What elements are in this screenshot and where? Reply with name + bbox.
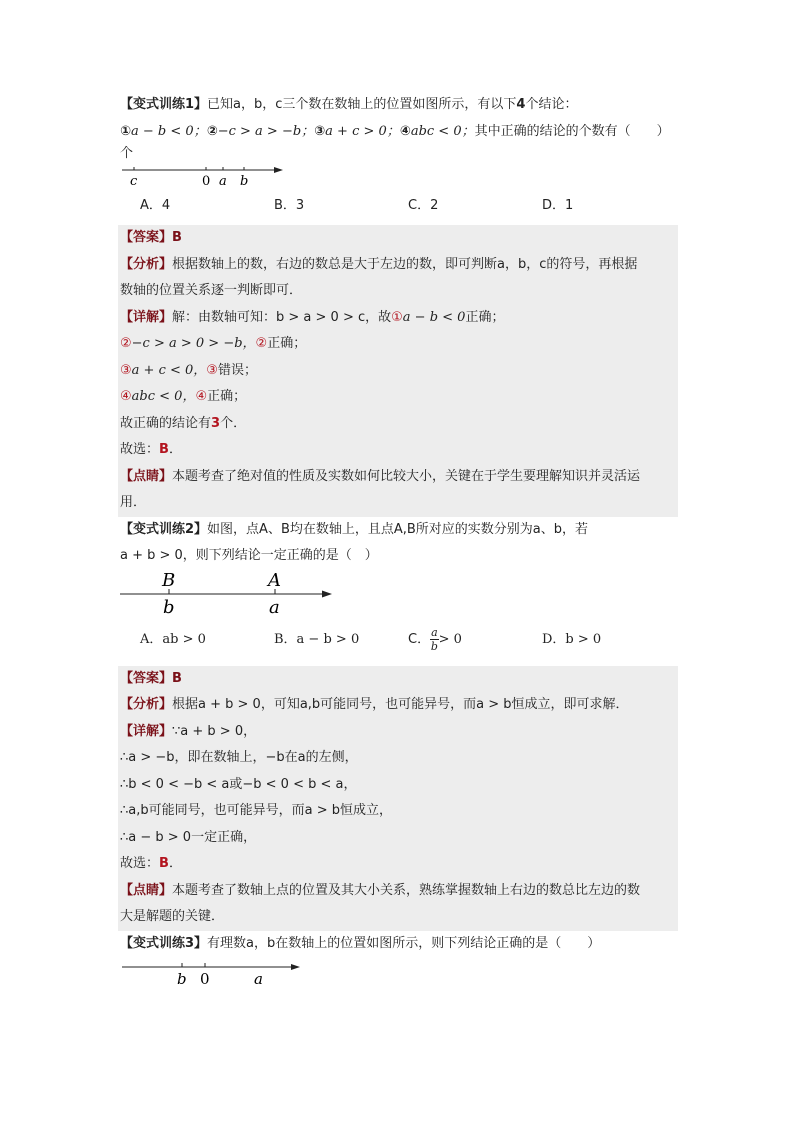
p2-tag: 【变式训练2】 — [120, 521, 208, 537]
p3-label-0: 0 — [200, 970, 210, 988]
p2-detail-tag: 【详解】 — [120, 723, 173, 739]
p2-label-a: a — [269, 596, 280, 618]
p1-point-line1 — [120, 464, 678, 491]
p1-d3n: ③ — [120, 362, 132, 378]
p1-option-a[interactable]: A．4 — [140, 198, 171, 213]
p1-point-tag: 【点睛】 — [120, 468, 173, 484]
p2-answer — [120, 666, 678, 693]
p2-d3: ∴b < 0 < −b < a或−b < 0 < b < a， — [120, 776, 357, 792]
p2-option-c-num: a — [431, 625, 438, 639]
p1-detail-line5 — [120, 411, 678, 438]
p1-d6a: 故选： — [120, 442, 160, 457]
p1-d5b: 个． — [220, 415, 247, 431]
page-content — [120, 92, 676, 993]
p1-d6b: ． — [168, 442, 182, 457]
p2-d5: ∴a − b > 0一定正确， — [120, 829, 257, 845]
p1-stem1-num: 4 — [516, 97, 526, 112]
p2-axis-arrow — [322, 590, 332, 597]
p1-d4e2n: ④ — [195, 389, 208, 404]
p1-label-b: b — [240, 174, 249, 189]
p2-option-c-fraction — [430, 626, 439, 653]
p2-label-b: b — [163, 596, 175, 618]
p2-point-tag: 【点睛】 — [120, 882, 173, 898]
p1-analysis-line1 — [120, 252, 678, 279]
p2-d1: ∵a + b > 0， — [172, 723, 257, 739]
p1-c4n: ④ — [399, 123, 411, 139]
p2-answer-tag: 【答案】 — [120, 670, 173, 686]
p2-analysis-tag: 【分析】 — [120, 697, 173, 712]
p1-answer-value: B — [172, 230, 182, 245]
p3-stem-line1 — [120, 931, 676, 958]
p1-c2n: ② — [206, 123, 218, 139]
p1-solution-block — [118, 225, 678, 517]
p1-d4n: ④ — [120, 389, 132, 404]
p1-stem2-end: 其中正确的结论的个数有（ ） — [474, 123, 670, 139]
p1-d6n: B — [159, 442, 169, 457]
p2-d6b: ． — [168, 856, 182, 871]
p2-point1: 本题考查了数轴上点的位置及其大小关系，熟练掌握数轴上右边的数总比左边的数 — [172, 882, 641, 898]
p2-option-c-tail: > 0 — [438, 631, 462, 647]
p1-tag: 【变式训练1】 — [120, 97, 208, 112]
p1-analysis2: 数轴的位置关系逐一判断即可． — [120, 283, 303, 298]
p1-label-c: c — [130, 174, 138, 189]
p1-c2: −c > a > −b； — [217, 123, 315, 139]
p1-c3: a + c > 0； — [325, 123, 400, 139]
p1-d4m: abc < 0， — [131, 389, 196, 404]
p1-d1n: ① — [391, 309, 403, 325]
p2-option-c-den: b — [430, 639, 438, 653]
p1-d1m: a − b < 0 — [402, 309, 466, 325]
p2-answer-value: B — [172, 670, 182, 686]
p2-analysis1: 根据a + b > 0，可知a,b可能同号，也可能异号，而a > b恒成立，即可求解． — [172, 697, 629, 712]
p1-detail-tag: 【详解】 — [120, 309, 173, 325]
p1-detail-line3 — [120, 358, 678, 385]
p2-option-d[interactable]: D．b > 0 — [542, 631, 602, 647]
p1-point2: 用． — [120, 495, 147, 510]
p2-point-line1 — [120, 878, 678, 905]
p1-d4e: 正确； — [207, 389, 247, 404]
p2-label-B: B — [162, 571, 176, 591]
p1-stem-line3: 个 — [120, 146, 134, 161]
p1-d3m: a + c < 0， — [131, 362, 207, 378]
p1-d1: 解：由数轴可知：b > a > 0 > c，故 — [172, 309, 392, 325]
p1-c1: a − b < 0； — [131, 123, 207, 139]
p2-analysis-line1 — [120, 692, 678, 719]
p1-stem1-end: 个结论： — [525, 97, 578, 112]
p3-tag: 【变式训练3】 — [120, 935, 208, 951]
p2-d6n: B — [159, 856, 169, 871]
p2-number-line — [120, 572, 350, 620]
p1-option-b[interactable]: B．3 — [274, 198, 305, 213]
p2-stem1: 如图，点A、B均在数轴上，且点A,B所对应的实数分别为a、b，若 — [207, 521, 589, 537]
p2-stem2: a + b > 0，则下列结论一定正确的是（ ） — [120, 548, 378, 563]
p2-d2: ∴a > −b，即在数轴上，−b在a的左侧， — [120, 750, 358, 765]
p2-detail-line1 — [120, 719, 678, 746]
p1-detail-line4 — [120, 384, 678, 411]
p1-d2e2n: ② — [255, 336, 268, 351]
p2-options — [120, 620, 676, 660]
p1-d2n: ② — [120, 336, 132, 351]
p1-d5n: 3 — [211, 415, 221, 431]
p1-option-c[interactable]: C．2 — [408, 198, 439, 213]
p1-stem1: 已知a，b，c三个数在数轴上的位置如图所示，有以下 — [207, 97, 517, 112]
p3-number-line — [120, 959, 320, 993]
p1-stem-line2 — [120, 119, 676, 146]
p1-d1e: 正确； — [465, 309, 505, 325]
p1-detail-line1 — [120, 305, 678, 332]
p1-label-0: 0 — [202, 174, 211, 189]
p2-point2: 大是解题的关键． — [120, 909, 225, 924]
p3-axis-arrow — [291, 964, 300, 970]
p1-label-a: a — [219, 174, 227, 189]
p1-number-line — [120, 167, 300, 193]
p1-d5a: 故正确的结论有 — [120, 415, 212, 431]
p1-d3e: 错误； — [217, 362, 257, 378]
p2-option-c[interactable] — [408, 620, 542, 660]
p1-point1: 本题考查了绝对值的性质及实数如何比较大小，关键在于学生要理解知识并灵活运 — [172, 468, 641, 484]
p1-options — [120, 193, 676, 219]
p3-label-b: b — [177, 970, 187, 988]
p1-detail-line6 — [120, 437, 678, 464]
p1-d2e: 正确； — [267, 336, 307, 351]
p1-detail-line2 — [120, 331, 678, 358]
p1-d2m: −c > a > 0 > −b， — [131, 336, 256, 351]
p1-option-d[interactable]: D．1 — [542, 198, 574, 213]
p2-detail-line6 — [120, 851, 678, 878]
p3-label-a: a — [254, 970, 263, 988]
p1-answer — [120, 225, 678, 252]
p1-c1n: ① — [120, 123, 132, 139]
p1-axis-arrow — [274, 167, 283, 173]
p1-analysis1: 根据数轴上的数，右边的数总是大于左边的数，即可判断a，b，c的符号，再根据 — [172, 256, 638, 272]
p2-option-b[interactable]: B．a − b > 0 — [274, 631, 360, 647]
p2-stem-line1 — [120, 517, 676, 544]
p1-c4: abc < 0； — [410, 123, 475, 139]
p2-d6a: 故选： — [120, 856, 160, 871]
p2-option-c-label: C． — [408, 631, 431, 647]
p2-solution-block — [118, 666, 678, 931]
p3-stem1: 有理数a，b在数轴上的位置如图所示，则下列结论正确的是（ ） — [207, 935, 601, 951]
p2-label-A: A — [268, 571, 281, 591]
p1-c3n: ③ — [314, 123, 326, 139]
p1-analysis-tag: 【分析】 — [120, 256, 173, 272]
p1-stem-line1 — [120, 92, 676, 119]
p2-d4: ∴a,b可能同号，也可能异号，而a > b恒成立， — [120, 803, 392, 818]
p1-answer-tag: 【答案】 — [120, 230, 173, 245]
p2-option-a[interactable]: A．ab > 0 — [140, 631, 206, 647]
p1-d3e2n: ③ — [206, 362, 218, 378]
